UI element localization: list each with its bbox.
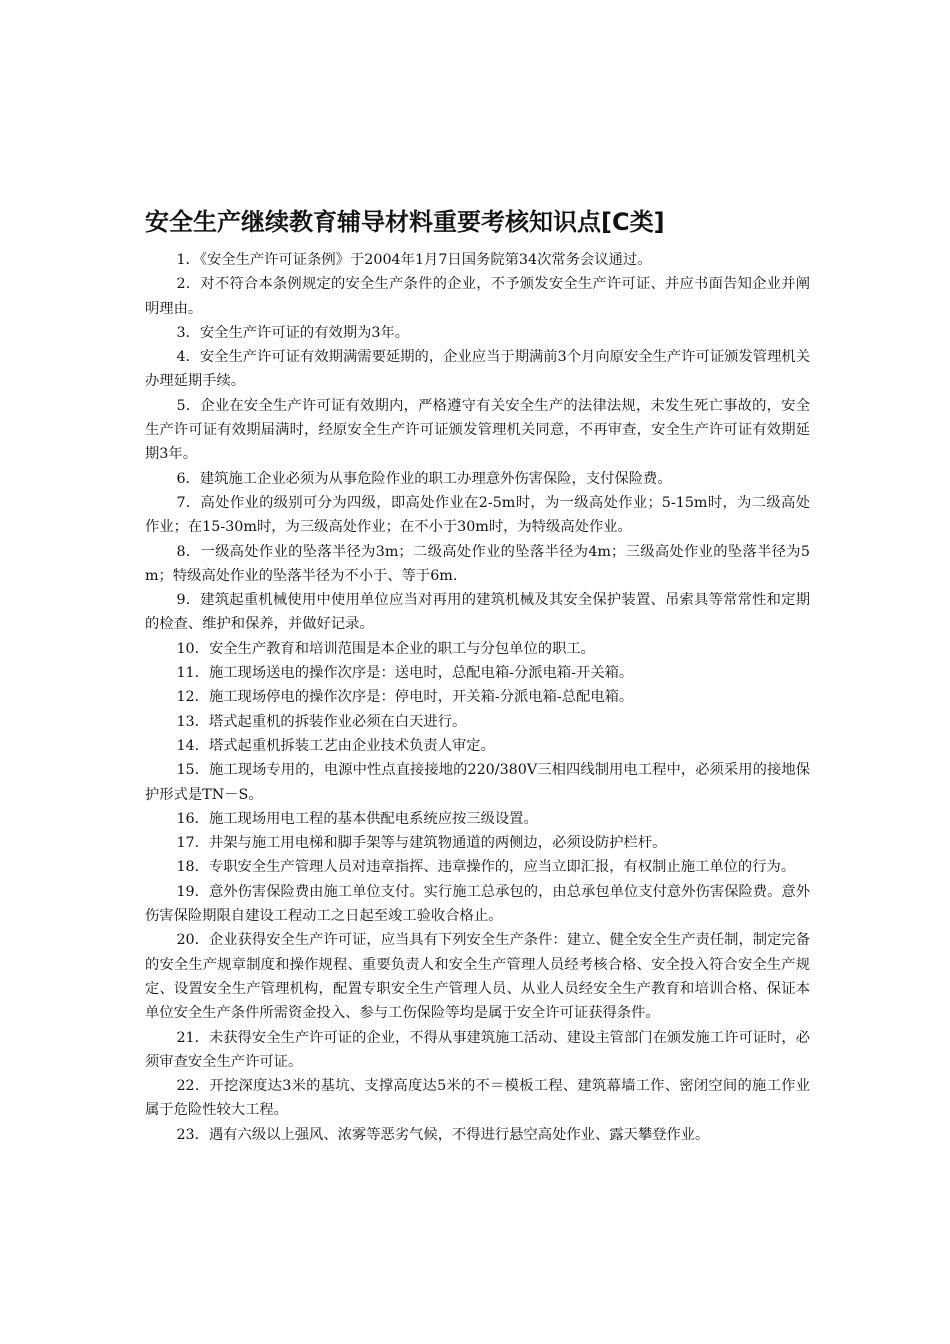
knowledge-point-list — [145, 248, 810, 1147]
list-item: 20．企业获得安全生产许可证，应当具有下列安全生产条件：建立、健全安全生产责任制，制定完备的安全生产规章制度和操作规程、重要负责人和安全生产管理人员经考核合格、安全投入符合安全生产规定、设置安全生产管理机构，配置专职安全生产管理人员、从业人员经安全生产教育和培训合格、保证本单位安全生产条件所需资金投入、参与工伤保险等均是属于安全许可证获得条件。 — [145, 932, 810, 1022]
list-item: 10．安全生产教育和培训范围是本企业的职工与分包单位的职工。 — [176, 640, 595, 657]
list-item: 2．对不符合本条例规定的安全生产条件的企业，不予颁发安全生产许可证、并应书面告知企业并阐明理由。 — [145, 276, 810, 317]
list-item: 11．施工现场送电的操作次序是：送电时，总配电箱-分派电箱-开关箱。 — [176, 665, 634, 682]
list-item: 19．意外伤害保险费由施工单位支付。实行施工总承包的，由总承包单位支付意外伤害保险费。意外伤害保险期限自建设工程动工之日起至竣工验收合格止。 — [145, 883, 810, 925]
list-item: 13．塔式起重机的拆装作业必须在白天进行。 — [176, 713, 467, 730]
list-item: 1．《安全生产许可证条例》于2004年1月7日国务院第34次常务会议通过。 — [176, 252, 652, 268]
list-item: 21．未获得安全生产许可证的企业，不得从事建筑施工活动、建设主管部门在颁发施工许可证时，必须审查安全生产许可证。 — [145, 1029, 810, 1070]
list-item: 12．施工现场停电的操作次序是：停电时，开关箱-分派电箱-总配电箱。 — [176, 689, 634, 706]
list-item: 4．安全生产许可证有效期满需要延期的，企业应当于期满前3个月向原安全生产许可证颁发管理机关办理延期手续。 — [145, 349, 810, 390]
list-item: 14．塔式起重机拆装工艺由企业技术负责人审定。 — [176, 737, 495, 754]
document-title: 安全生产继续教育辅导材料重要考核知识点[C类] — [145, 208, 665, 236]
list-item: 5．企业在安全生产许可证有效期内，严格遵守有关安全生产的法律法规，未发生死亡事故的，安全生产许可证有效期届满时，经原安全生产许可证颁发管理机关同意，不再审查，安全生产许可证有效期延期3年。 — [145, 397, 810, 463]
list-item: 22．开挖深度达3米的基坑、支撑高度达5米的不＝模板工程、建筑幕墙工作、密闭空间的施工作业属于危险性较大工程。 — [145, 1078, 810, 1119]
list-item: 17．井架与施工用电梯和脚手架等与建筑物通道的两侧边，必须设防护栏杆。 — [176, 835, 667, 852]
list-item: 8．一级高处作业的坠落半径为3m；二级高处作业的坠落半径为4m；三级高处作业的坠落半径为5m；特级高处作业的坠落半径为不小于、等于6m. — [145, 543, 810, 584]
list-item: 23．遇有六级以上强风、浓雾等恶劣气候，不得进行悬空高处作业、露天攀登作业。 — [176, 1126, 710, 1143]
list-item: 6．建筑施工企业必须为从事危险作业的职工办理意外伤害保险，支付保险费。 — [176, 470, 672, 487]
list-item: 18．专职安全生产管理人员对违章指挥、违章操作的，应当立即汇报，有权制止施工单位的行为。 — [176, 859, 796, 876]
list-item: 3．安全生产许可证的有效期为3年。 — [176, 324, 410, 341]
list-item: 7．高处作业的级别可分为四级，即高处作业在2-5m时，为一级高处作业；5-15m时，为二级高处作业；在15-30m时，为三级高处作业；在不小于30m时，为特级高处作业。 — [145, 494, 810, 536]
list-item: 15．施工现场专用的，电源中性点直接接地的220/380V三相四线制用电工程中，必须采用的接地保护形式是TN－S。 — [145, 762, 810, 803]
list-item: 16．施工现场用电工程的基本供配电系统应按三级设置。 — [176, 810, 538, 827]
list-item: 9．建筑起重机械使用中使用单位应当对再用的建筑机械及其安全保护装置、吊索具等常常性和定期的检查、维护和保养，并做好记录。 — [145, 592, 810, 633]
